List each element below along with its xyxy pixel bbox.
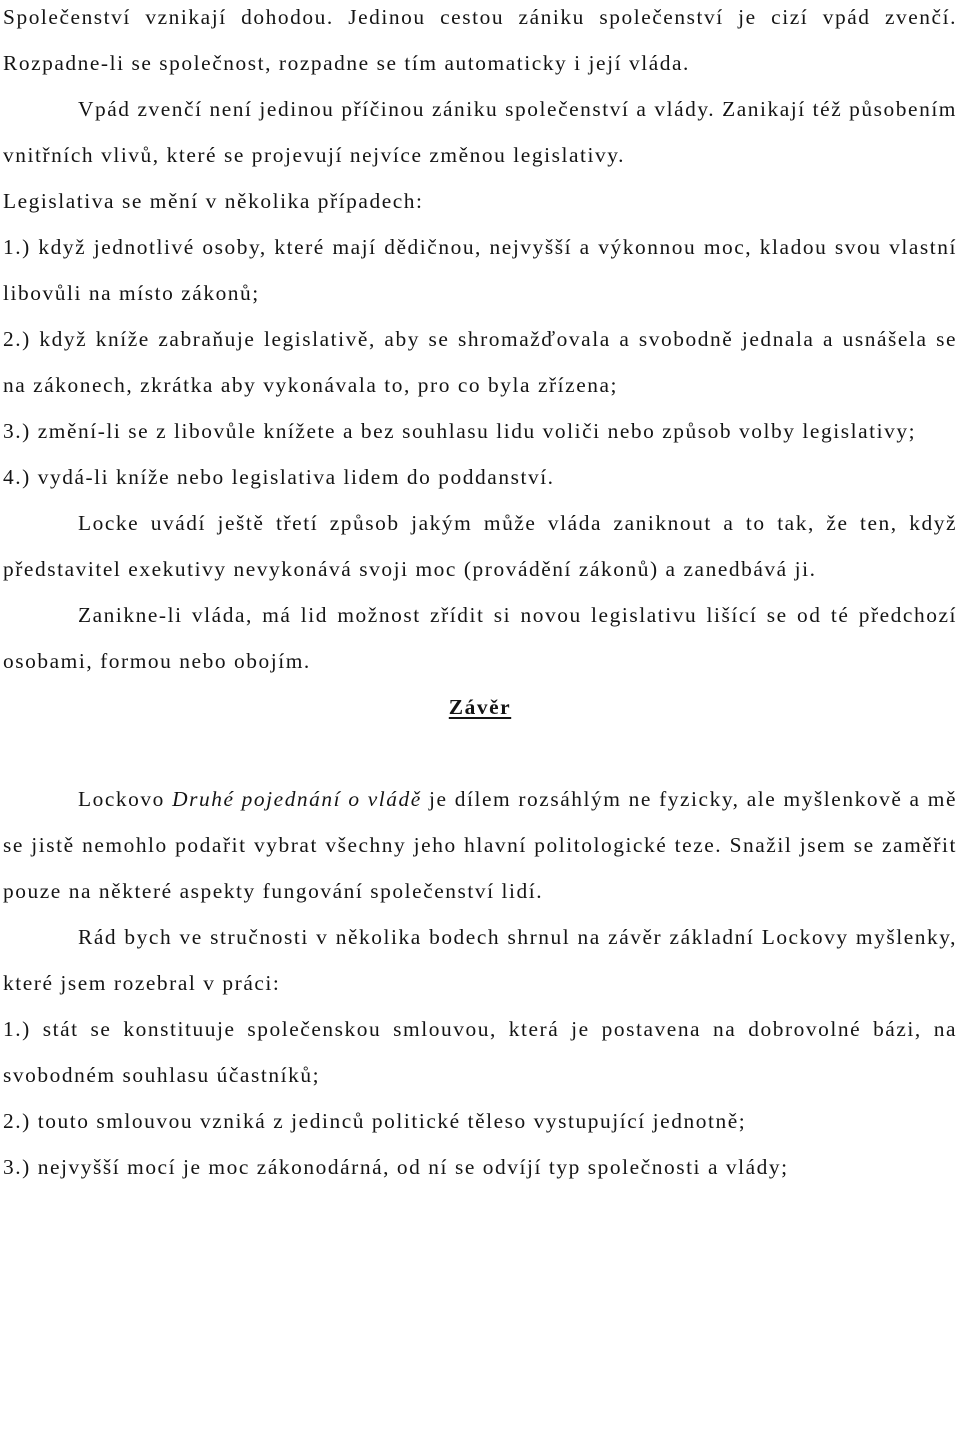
paragraph-executive: Locke uvádí ještě třetí způsob jakým může vláda zaniknout a to tak, že ten, když představitel exekutivy nevykonává svoji moc (provádění zákonů) a zanedbává ji. [3, 511, 957, 581]
document-page [3, 0, 957, 1190]
paragraph-legislation-intro: Legislativa se mění v několika případech: [3, 189, 424, 213]
conclusion-rest: je dílem rozsáhlým ne fyzicky, ale myšlenkově a mě se jistě nemohlo podařit vybrat všechny jeho hlavní politologické teze. Snažil jsem se zaměřit pouze na některé aspekty fungování společenství lidí. [3, 787, 958, 903]
list-item-4: 4.) vydá-li kníže nebo legislativa lidem do poddanství. [3, 465, 555, 489]
paragraph-summary-intro: Rád bych ve stručnosti v několika bodech shrnul na závěr základní Lockovy myšlenky, které jsem rozebral v práci: [3, 925, 957, 995]
paragraph-new-legislature: Zanikne-li vláda, má lid možnost zřídit si novou legislativu lišící se od té předchozí osobami, formou nebo obojím. [3, 603, 957, 673]
book-title: Druhé pojednání o vládě [172, 787, 422, 811]
section-heading-conclusion: Závěr [448, 695, 512, 719]
list-item-2: 2.) když kníže zabraňuje legislativě, aby se shromažďovala a svobodně jednala a usnášela se na zákonech, zkrátka aby vykonávala to, pro co byla zřízena; [3, 327, 957, 397]
summary-point-3: 3.) nejvyšší mocí je moc zákonodárná, od ní se odvíjí typ společnosti a vlády; [3, 1155, 789, 1179]
paragraph-internal-causes: Vpád zvenčí není jedinou příčinou zániku společenství a vlády. Zanikají též působením vnitřních vlivů, které se projevují nejvíce změnou legislativy. [3, 97, 957, 167]
paragraph-conclusion [3, 776, 957, 914]
list-item-1: 1.) když jednotlivé osoby, které mají dědičnou, nejvyšší a výkonnou moc, kladou svou vlastní libovůli na místo zákonů; [3, 235, 957, 305]
conclusion-lead: Lockovo [78, 787, 173, 811]
summary-point-1: 1.) stát se konstituuje společenskou smlouvou, která je postavena na dobrovolné bázi, na svobodném souhlasu účastníků; [3, 1017, 957, 1087]
summary-point-2: 2.) touto smlouvou vzniká z jedinců politické těleso vystupující jednotně; [3, 1109, 747, 1133]
paragraph-dissolution: Společenství vznikají dohodou. Jedinou cestou zániku společenství je cizí vpád zvenčí. Rozpadne-li se společnost, rozpadne se tím automaticky i její vláda. [3, 5, 957, 75]
list-item-3: 3.) změní-li se z libovůle knížete a bez souhlasu lidu voliči nebo způsob volby legislativy; [3, 419, 917, 443]
